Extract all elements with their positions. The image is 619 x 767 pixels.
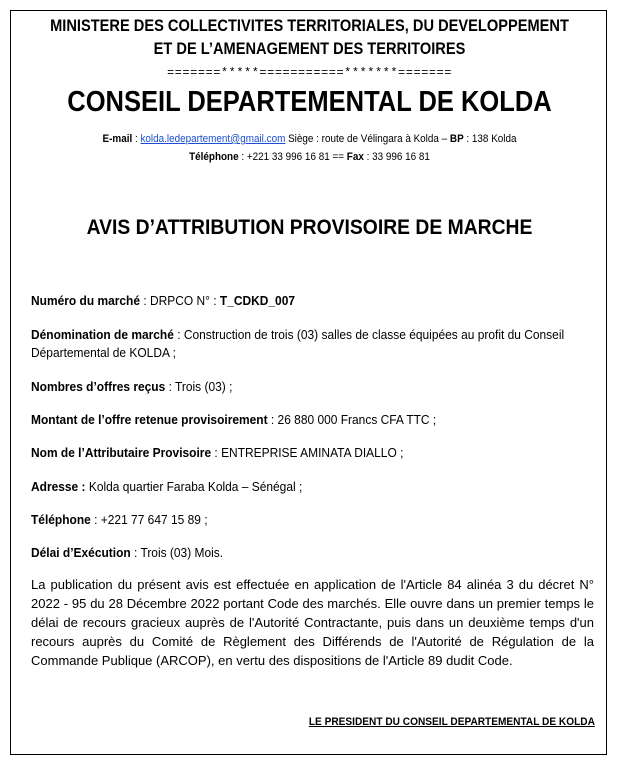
siege-value: route de Vélingara à Kolda xyxy=(321,133,439,145)
tel-value: +221 33 996 16 81 xyxy=(246,151,330,163)
denomination-label: Dénomination de marché xyxy=(31,327,174,342)
legal-paragraph: La publication du présent avis est effectuée en application de l'Article 84 alinéa 3 du décret N° 2022 - 95 du 28 Décembre 2022 portant Code des marchés. Elle ouvre dans un premier temps le délai de recours gracieux auprès de l'Autorité Contractante, puis dans un deuxième temps d'un recours auprès du Comité de Règlement des Différends de l'Autorité de Régulation de la Commande Publique (ARCOP), en vertu des dispositions de l'Article 89 dudit Code. xyxy=(31,577,594,668)
delai-label: Délai d’Exécution xyxy=(31,545,131,560)
numero-label: Numéro du marché xyxy=(31,293,141,308)
field-numero: Numéro du marché : DRPCO N° : T_CDKD_007 xyxy=(31,293,296,308)
telephone-label: Téléphone xyxy=(31,512,91,527)
attributaire-value: ENTREPRISE AMINATA DIALLO ; xyxy=(221,445,404,460)
adresse-label: Adresse : xyxy=(31,479,86,494)
field-adresse xyxy=(31,478,594,496)
numero-value: T_CDKD_007 xyxy=(219,293,296,308)
attributaire-label: Nom de l’Attributaire Provisoire xyxy=(31,445,212,460)
siege-label: Siège xyxy=(288,133,314,145)
email-link[interactable]: kolda.ledepartement@gmail.com xyxy=(140,133,286,145)
notice-title: AVIS D’ATTRIBUTION PROVISOIRE DE MARCHE xyxy=(86,216,533,239)
field-montant: Montant de l’offre retenue provisoirement : 26 880 000 Francs CFA TTC ; xyxy=(31,412,437,427)
montant-value: 26 880 000 Francs CFA TTC ; xyxy=(277,412,437,427)
contact-line-1: E-mail : kolda.ledepartement@gmail.com Siège : route de Vélingara à Kolda – BP : 138 Kolda xyxy=(102,133,517,145)
tel-label: Téléphone xyxy=(189,151,239,163)
ministry-line-2: ET DE L’AMENAGEMENT DES TERRITOIRES xyxy=(153,39,466,58)
field-denomination: Dénomination de marché : Construction de trois (03) salles de classe équipées au profit du Conseil Départemental de KOLDA ; xyxy=(31,327,565,360)
header-separator: =======*****===========*******======= xyxy=(167,66,452,80)
montant-label: Montant de l’offre retenue provisoirement xyxy=(31,412,268,427)
delai-value: Trois (03) Mois. xyxy=(140,545,224,560)
field-telephone: Téléphone : +221 77 647 15 89 ; xyxy=(31,512,208,527)
denomination-line-1: Construction de trois (03) salles de classe équipées au profit du Conseil xyxy=(183,327,565,342)
field-offres: Nombres d’offres reçus : Trois (03) ; xyxy=(31,379,233,394)
bp-value: 138 Kolda xyxy=(471,133,517,145)
bp-label: BP xyxy=(449,133,464,145)
offres-label: Nombres d’offres reçus xyxy=(31,379,166,394)
telephone-value: +221 77 647 15 89 ; xyxy=(100,512,208,527)
contact-line-2: Téléphone : +221 33 996 16 81 == Fax : 33 996 16 81 xyxy=(189,151,430,163)
offres-value: Trois (03) ; xyxy=(175,379,233,394)
fax-label: Fax xyxy=(346,151,364,163)
ministry-line-1: MINISTERE DES COLLECTIVITES TERRITORIALES, DU DEVELOPPEMENT xyxy=(50,16,569,35)
field-delai: Délai d’Exécution : Trois (03) Mois. xyxy=(31,545,224,560)
fax-value: 33 996 16 81 xyxy=(372,151,430,163)
email-label: E-mail xyxy=(102,133,133,145)
council-title: CONSEIL DEPARTEMENTAL DE KOLDA xyxy=(67,86,552,118)
denomination-line-2: Départemental de KOLDA ; xyxy=(31,345,176,360)
numero-prefix: DRPCO N° : xyxy=(149,293,217,308)
field-attributaire: Nom de l’Attributaire Provisoire : ENTREPRISE AMINATA DIALLO ; xyxy=(31,445,404,460)
signature: LE PRESIDENT DU CONSEIL DEPARTEMENTAL DE KOLDA xyxy=(308,716,595,728)
adresse-value: Kolda quartier Faraba Kolda – Sénégal ; xyxy=(88,479,303,494)
